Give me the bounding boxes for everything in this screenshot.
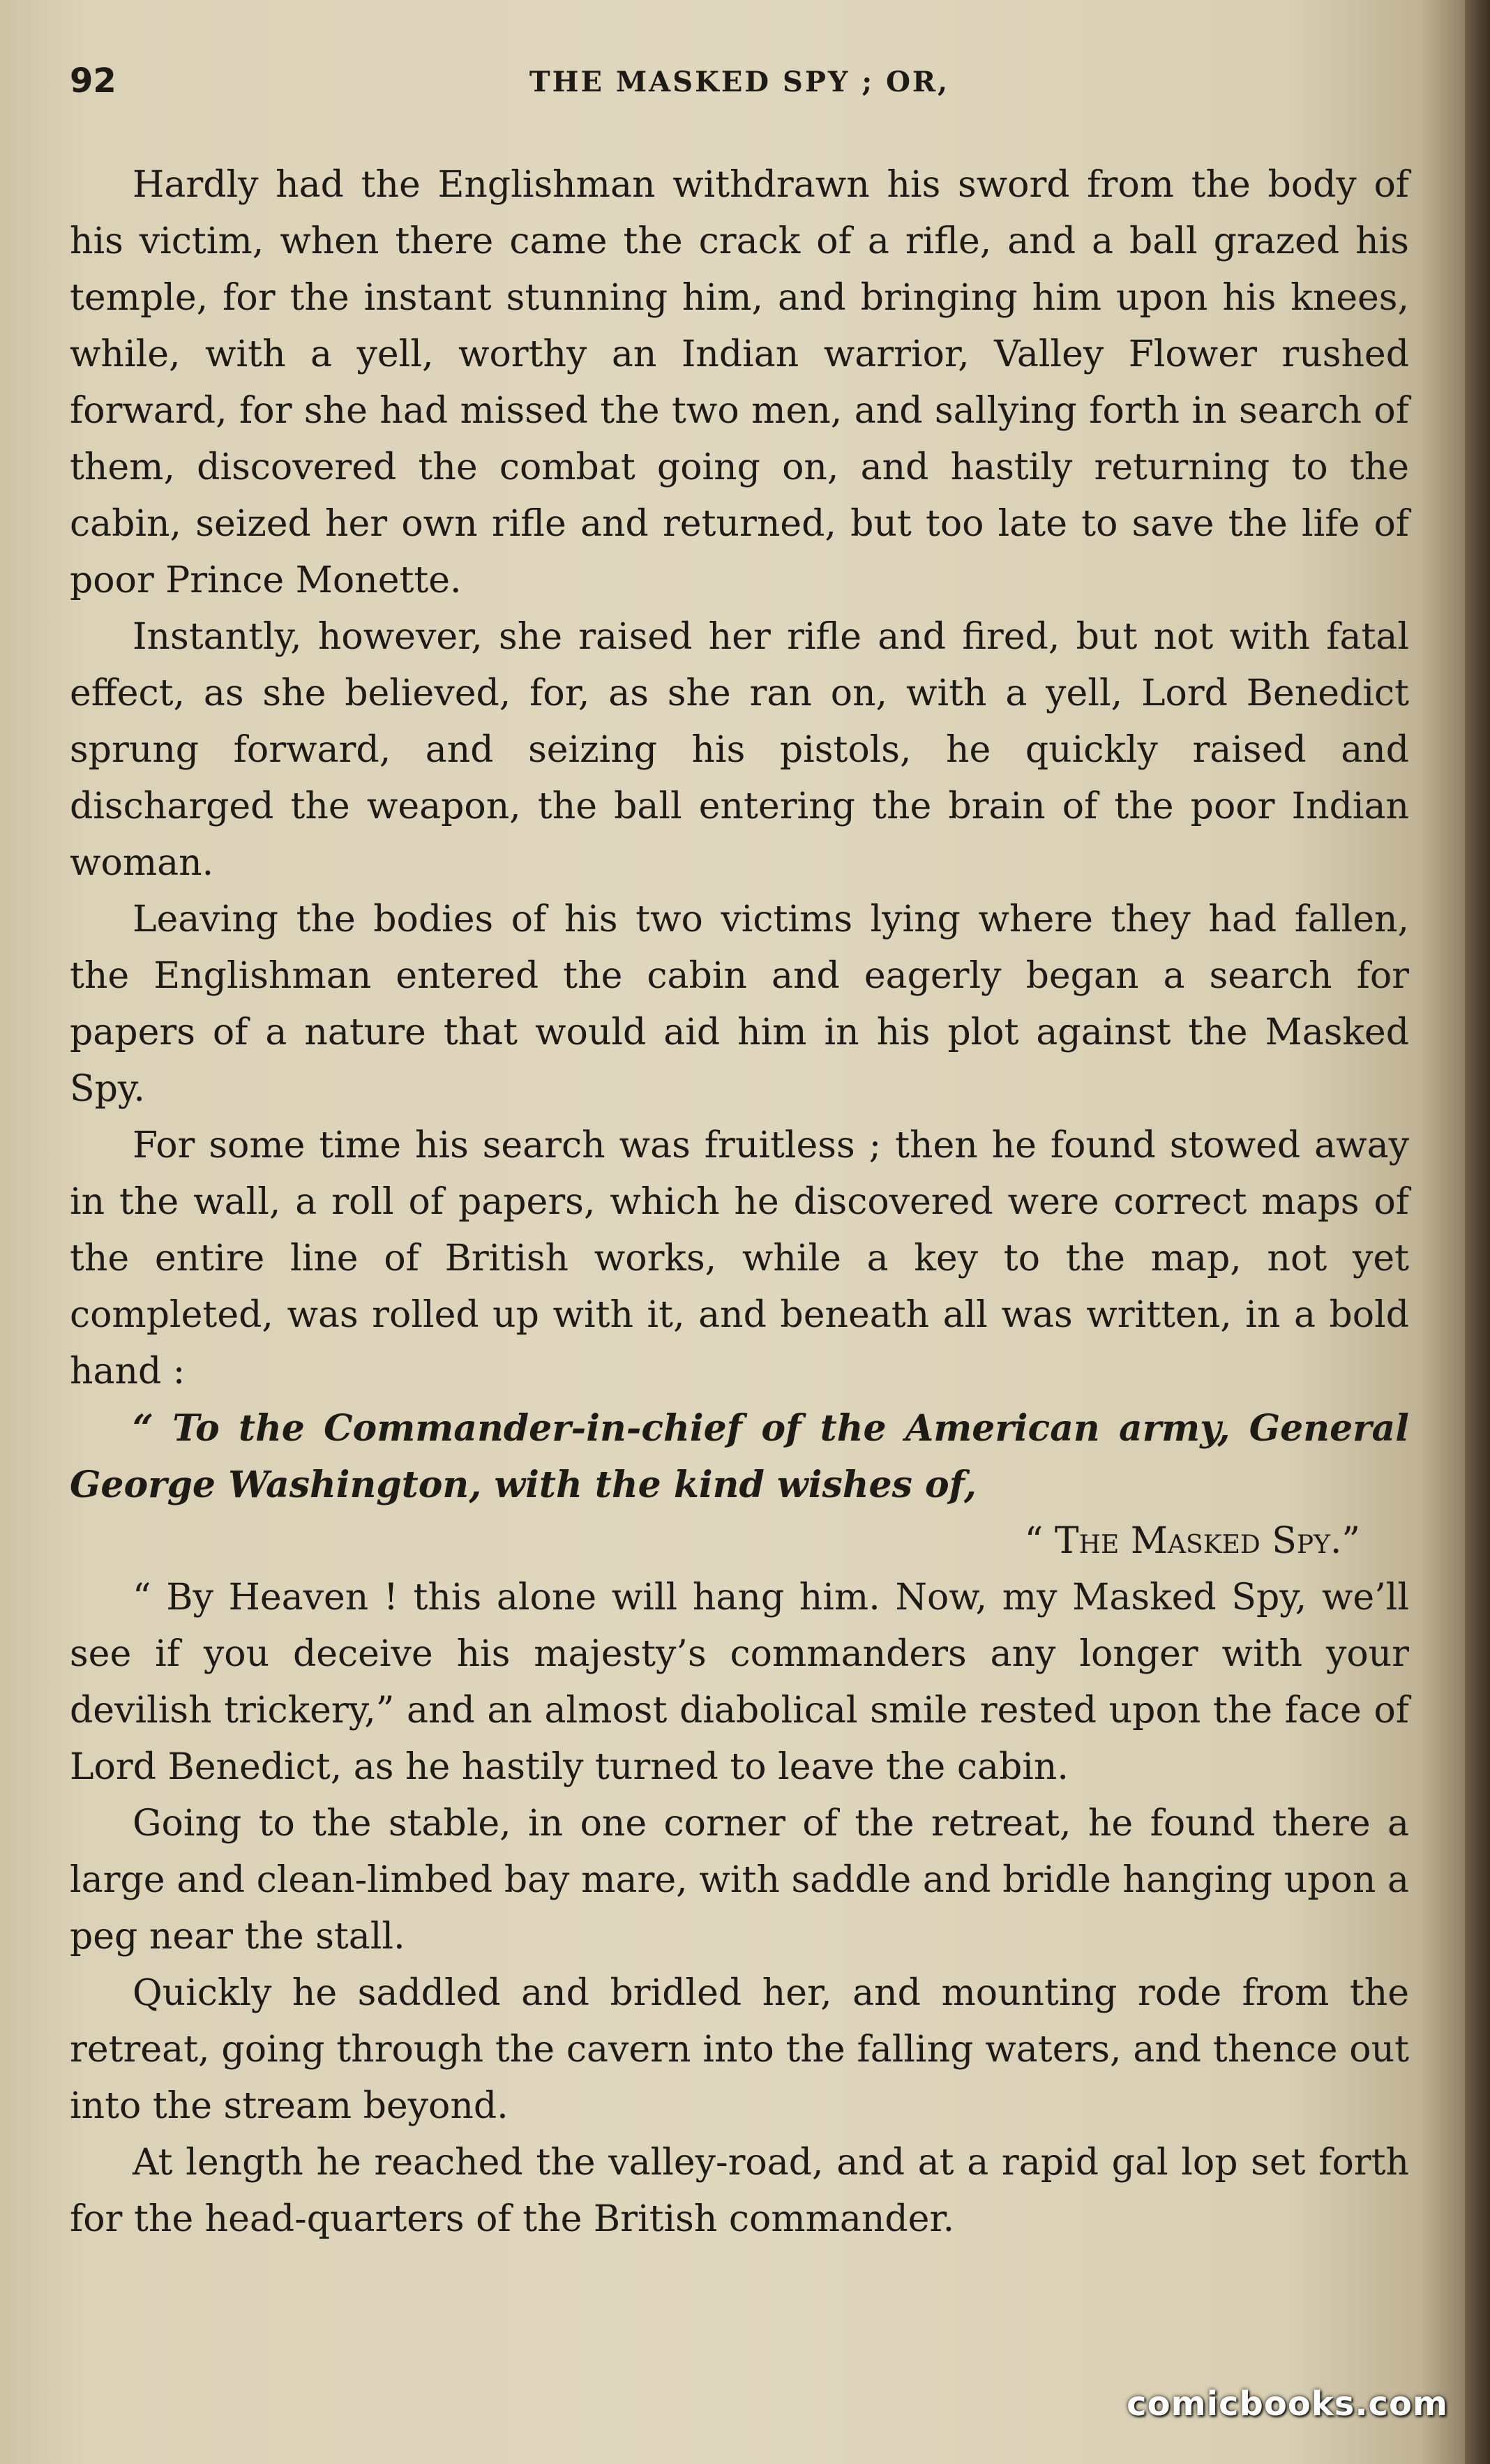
book-spine-edge xyxy=(1465,0,1490,2464)
site-watermark: comicbooks.com xyxy=(1127,2384,1448,2424)
body-text xyxy=(70,157,1409,2248)
paragraph: Instantly, however, she raised her rifle and fired, but not with fatal effect, as she believed, for, as she ran on, with a yell, Lord Benedict sprung forward, and seizing his pistols, he quickly raised and discharged the weapon, the ball entering the brain of the poor Indian woman. xyxy=(70,616,1409,884)
paragraph: Quickly he saddled and bridled her, and mounting rode from the retreat, going through the cavern into the falling waters, and thence out into the stream beyond. xyxy=(70,1972,1409,2127)
paragraph: For some time his search was fruitless ; then he found stowed away in the wall, a roll of papers, which he discovered were correct maps of the entire line of British works, while a key to the map, not yet completed, was rolled up with it, and beneath all was written, in a bold hand : xyxy=(70,1125,1409,1392)
letter-signature: “ The Masked Spy.” xyxy=(1024,1520,1360,1562)
paragraph: Hardly had the Englishman withdrawn his sword from the body of his victim, when there came the crack of a rifle, and a ball grazed his temple, for the instant stunning him, and bringing him upon his knees, while, with a yell, worthy an Indian warrior, Valley Flower rushed forward, for she had missed the two men, and sallying forth in search of them, discovered the combat going on, and hastily returning to the cabin, seized her own rifle and returned, but too late to save the life of poor Prince Monette. xyxy=(70,164,1409,601)
running-head: THE MASKED SPY ; OR, xyxy=(529,66,950,98)
page-number: 92 xyxy=(70,61,116,100)
page-header xyxy=(70,61,1409,117)
paragraph: Going to the stable, in one corner of the retreat, he found there a large and clean-limbed bay mare, with saddle and bridle hanging upon a peg near the stall. xyxy=(70,1803,1409,1958)
paragraph: Leaving the bodies of his two victims lying where they had fallen, the Englishman entered the cabin and eagerly began a search for papers of a nature that would aid him in his plot against the Masked Spy. xyxy=(70,899,1409,1110)
letter-inscription: “ To the Commander-in-chief of the American army, General George Washington, with the kind wishes of, xyxy=(70,1407,1409,1506)
paragraph: “ By Heaven ! this alone will hang him. Now, my Masked Spy, we’ll see if you deceive his majesty’s commanders any longer with your devilish trickery,” and an almost diabolical smile rested upon the face of Lord Benedict, as he hastily turned to leave the cabin. xyxy=(70,1577,1409,1788)
paragraph: At length he reached the valley-road, and at a rapid gal lop set forth for the head-quarters of the British commander. xyxy=(70,2142,1409,2240)
